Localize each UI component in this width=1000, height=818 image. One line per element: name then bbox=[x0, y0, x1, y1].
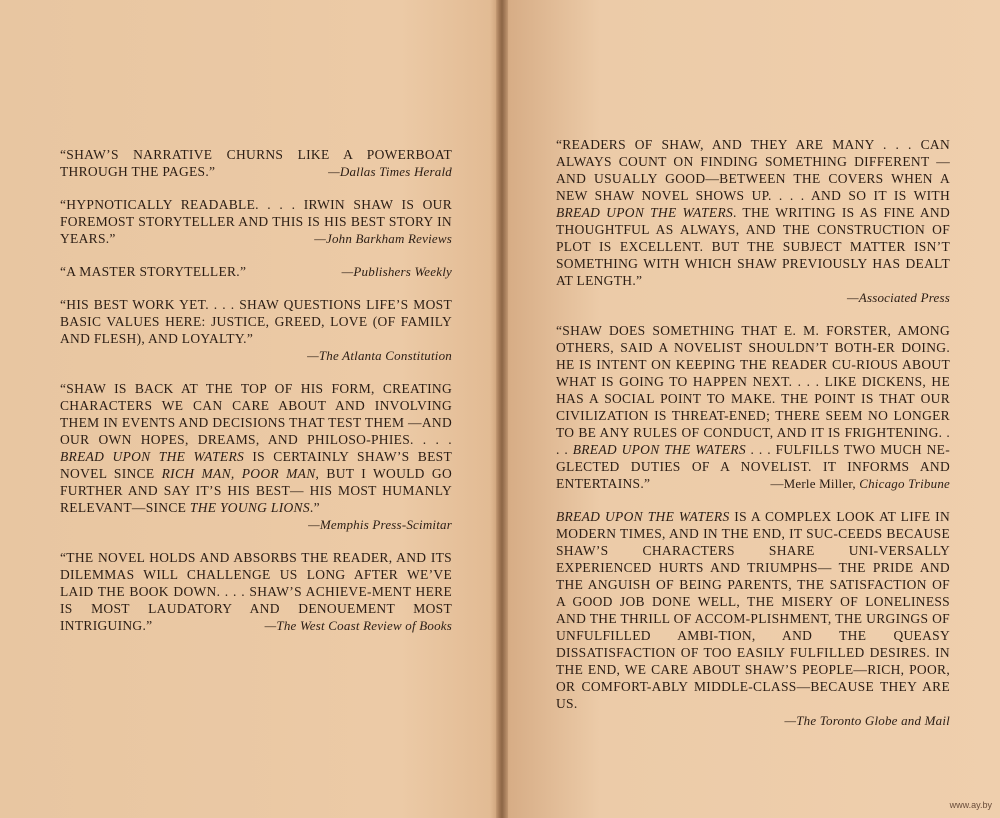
quote-text-part: “SHAW IS BACK AT THE TOP OF HIS FORM, CREATING CHARACTERS WE CAN CARE ABOUT AND INVOLVING THEM IN EVENTS AND DECISIONS THAT TEST THEM —AND OUR OWN HOPES, DREAMS, AND PHILOSO-PHIES. . . . bbox=[60, 381, 452, 447]
quote-source: —John Barkham Reviews bbox=[314, 231, 452, 246]
quote-source: —The Atlanta Constitution bbox=[307, 348, 452, 363]
book-title: THE YOUNG LIONS bbox=[189, 500, 310, 515]
quote-text: “SHAW’S NARRATIVE CHURNS LIKE A POWERBOAT THROUGH THE PAGES.” bbox=[60, 147, 452, 179]
right-page bbox=[505, 0, 1000, 818]
review-quote bbox=[60, 146, 452, 180]
review-quote bbox=[556, 136, 950, 306]
watermark: www.ay.by bbox=[949, 800, 992, 810]
review-quote bbox=[556, 322, 950, 492]
quote-text: “THE NOVEL HOLDS AND ABSORBS THE READER, AND ITS DILEMMAS WILL CHALLENGE US LONG AFTER WE’VE LAID THE BOOK DOWN. . . . SHAW’S ACHIEVE-MENT HERE IS MOST LAUDATORY AND DENOUEMENT MOST INTRIGUING.” bbox=[60, 550, 452, 633]
quote-source-name: —Merle Miller, bbox=[770, 476, 860, 491]
review-quote bbox=[60, 296, 452, 364]
review-quote bbox=[556, 508, 950, 729]
quote-text-part: . THE WRITING IS AS FINE AND THOUGHTFUL AS ALWAYS, AND THE CONSTRUCTION OF PLOT IS EXCELLENT. BUT THE SUBJECT MATTER ISN’T SOMETHING WITH WHICH SHAW PREVIOUSLY HAS DEALT AT LENGTH.” bbox=[556, 205, 950, 288]
quote-text: “HYPNOTICALLY READABLE. . . . IRWIN SHAW IS OUR FOREMOST STORYTELLER AND THIS IS HIS BEST STORY IN YEARS.” bbox=[60, 197, 452, 246]
quote-text-part: “SHAW DOES SOMETHING THAT E. M. FORSTER, AMONG OTHERS, SAID A NOVELIST SHOULDN’T BOTH-ER DOING. HE IS INTENT ON KEEPING THE READER CU-RIOUS ABOUT WHAT IS GOING TO HAPPEN NEXT. . . . LIKE DICKENS, HE HAS A SOCIAL POINT TO MAKE. THE POINT IS THAT OUR CIVILIZATION IS THREAT-ENED; THERE SEEM NO LONGER TO BE ANY RULES OF CONDUCT, AND IT IS FRIGHTENING. . . . bbox=[556, 323, 950, 457]
quote-text: “A MASTER STORYTELLER.” bbox=[60, 264, 247, 279]
book-title: BREAD UPON THE WATERS bbox=[60, 449, 245, 464]
quote-source: —The Toronto Globe and Mail bbox=[784, 713, 950, 728]
quote-text bbox=[556, 136, 950, 289]
book-title: RICH MAN, POOR MAN bbox=[161, 466, 316, 481]
quote-source: —Memphis Press-Scimitar bbox=[308, 517, 452, 532]
quote-text: “HIS BEST WORK YET. . . . SHAW QUESTIONS LIFE’S MOST BASIC VALUES HERE: JUSTICE, GREED, LOVE (OF FAMILY AND FLESH), AND LOYALTY.” bbox=[60, 297, 452, 346]
left-review-column bbox=[60, 146, 452, 650]
quote-text-part: IS CERTAINLY SHAW’S BEST NOVEL SINCE bbox=[60, 449, 452, 481]
review-quote bbox=[60, 380, 452, 533]
quote-text-part: “READERS OF SHAW, AND THEY ARE MANY . . . CAN ALWAYS COUNT ON FINDING SOMETHING DIFFERENT —AND USUALLY GOOD—BETWEEN THE COVERS WHEN A NEW SHAW NOVEL SHOWS UP. . . . AND SO IT IS WITH bbox=[556, 137, 950, 203]
quote-text-part: , BUT I WOULD GO FURTHER AND SAY IT’S HIS BEST— HIS MOST HUMANLY RELEVANT—SINCE bbox=[60, 466, 453, 515]
book-title: BREAD UPON THE WATERS bbox=[572, 442, 746, 457]
quote-text-part: . . . FULFILLS TWO MUCH NE-GLECTED DUTIES OF A NOVELIST. IT INFORMS AND ENTERTAINS.” bbox=[556, 442, 950, 491]
review-quote bbox=[60, 196, 452, 247]
quote-text bbox=[556, 508, 950, 712]
quote-source-publication: Chicago Tribune bbox=[859, 476, 950, 491]
review-quote bbox=[60, 263, 452, 280]
quote-source: —The West Coast Review of Books bbox=[264, 618, 452, 633]
quote-source: —Publishers Weekly bbox=[341, 264, 452, 279]
quote-text-part: .” bbox=[309, 500, 320, 515]
book-title: BREAD UPON THE WATERS bbox=[556, 205, 734, 220]
right-review-column bbox=[556, 136, 950, 745]
book-title: BREAD UPON THE WATERS bbox=[556, 509, 730, 524]
review-quote bbox=[60, 549, 452, 634]
quote-source bbox=[770, 475, 950, 492]
quote-source: —Dallas Times Herald bbox=[328, 164, 452, 179]
quote-text-part: IS A COMPLEX LOOK AT LIFE IN MODERN TIMES, AND IN THE END, IT SUC-CEEDS BECAUSE SHAW’S CHARACTERS SHARE UNI-VERSALLY EXPERIENCED HURTS AND TRIUMPHS— THE PRIDE AND THE ANGUISH OF BEING PARENTS, THE SATISFACTION OF A GOOD JOB DONE WELL, THE MISERY OF LONELINESS AND THE THRILL OF ACCOM-PLISHMENT, THE URGINGS OF UNFULFILLED AMBI-TION, AND THE QUEASY DISSATISFACTION OF TOO EASILY FULFILLED DESIRES. IN THE END, WE CARE ABOUT SHAW’S PEOPLE—RICH, POOR, OR COMFORT-ABLY MIDDLE-CLASS—BECAUSE THEY ARE US. bbox=[556, 509, 950, 711]
quote-source: —Associated Press bbox=[847, 290, 950, 305]
